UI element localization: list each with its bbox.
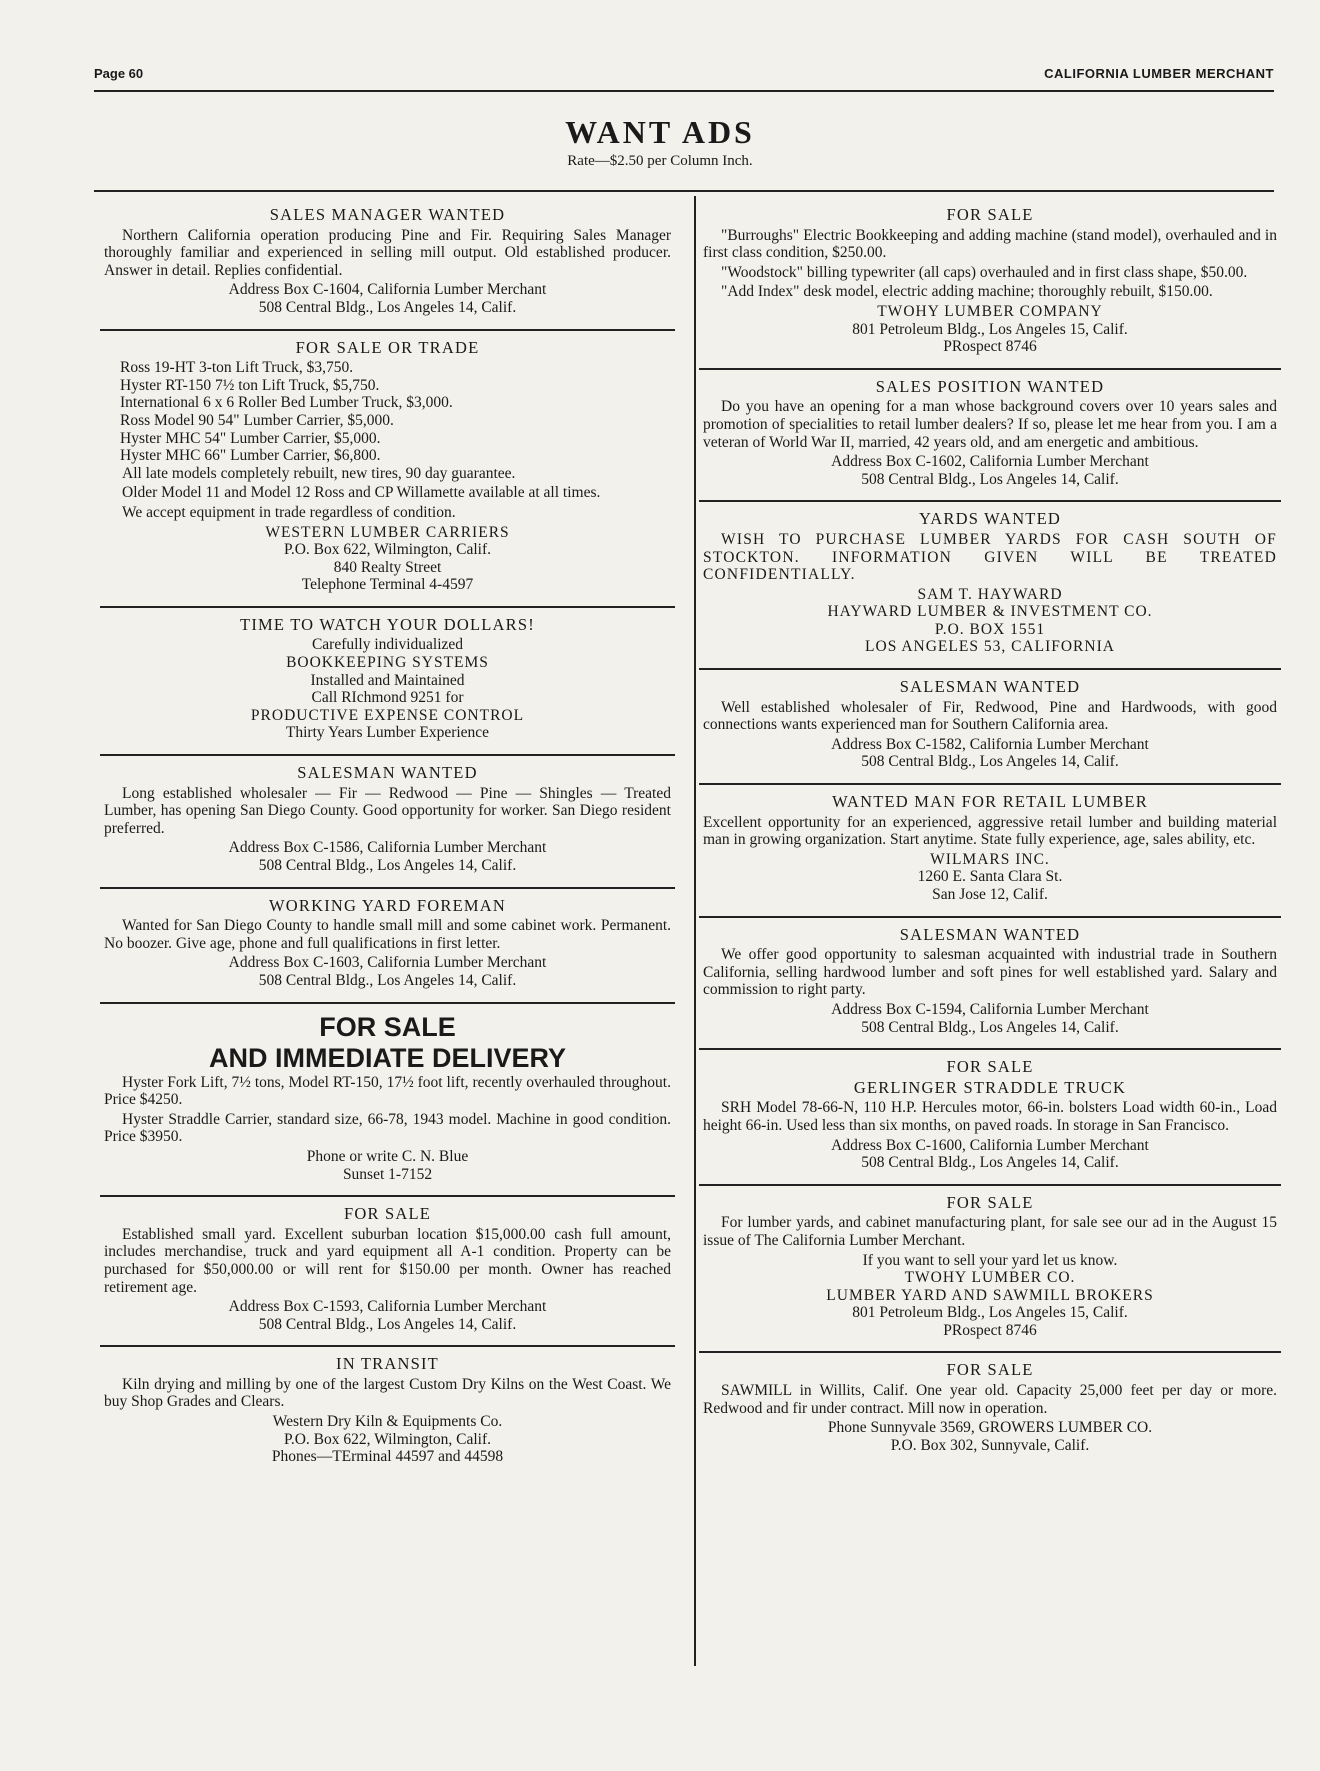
address-line: 840 Realty Street: [333, 558, 442, 576]
ad-note: If you want to sell your yard let us know.: [862, 1251, 1118, 1269]
ad-paragraph: We accept equipment in trade regardless of condition.: [122, 503, 456, 521]
address-line: Phone Sunnyvale 3569, GROWERS LUMBER CO.: [827, 1419, 1153, 1437]
column-divider: [694, 196, 696, 1666]
ad-body: Long established wholesaler — Fir — Redwood — Pine — Shingles — Treated Lumber, has opening San Diego County. Good opportunity for worker. San Diego resident preferred.: [104, 784, 671, 837]
ad-for-sale-or-trade: [100, 329, 675, 606]
ad-heading: FOR SALE: [946, 1057, 1034, 1077]
address-line: 508 Central Bldg., Los Angeles 14, Calif.: [861, 1018, 1119, 1036]
equipment-list: [104, 359, 671, 465]
ad-paragraph: "Add Index" desk model, electric adding machine; thoroughly rebuilt, $150.00.: [721, 283, 1213, 301]
ad-lines: [104, 636, 671, 742]
ad-address: [104, 524, 671, 594]
ad-wanted-man-for-retail-lumber: [699, 783, 1281, 916]
ad-time-to-watch-your-dollars: [100, 606, 675, 754]
page-header: [94, 66, 1274, 90]
page-title: WANT ADS: [565, 114, 755, 150]
ad-contact: [104, 1148, 671, 1183]
address-line: Phones—TErminal 44597 and 44598: [271, 1448, 504, 1466]
magazine-name: CALIFORNIA LUMBER MERCHANT: [1044, 66, 1274, 81]
address-line: 508 Central Bldg., Los Angeles 14, Calif.: [258, 857, 517, 874]
contact-line: Sunset 1-7152: [342, 1165, 433, 1183]
address-line: 508 Central Bldg., Los Angeles 14, Calif.: [258, 971, 517, 989]
ad-body: Kiln drying and milling by one of the largest Custom Dry Kilns on the West Coast. We buy Shop Grades and Clears.: [104, 1375, 671, 1411]
ad-heading: SALESMAN WANTED: [899, 677, 1081, 697]
address-line: Address Box C-1582, California Lumber Merchant: [831, 735, 1149, 753]
ad-for-sale-office-machines: [699, 198, 1281, 368]
header-rule: [94, 90, 1274, 92]
address-line: P.O. Box 622, Wilmington, Calif.: [283, 541, 492, 559]
ad-body: Established small yard. Excellent suburban location $15,000.00 cash full amount, includes merchandise, truck and yard equipment all A-1 condition. Property can be purchased for $50,000.00 or will rent for $150.00 per month. Owner has reached retirement age.: [104, 1225, 671, 1296]
address-line: Address Box C-1586, California Lumber Merchant: [228, 839, 547, 857]
address-line: 508 Central Bldg., Los Angeles 14, Calif.: [258, 298, 517, 316]
ad-address: [703, 1252, 1277, 1340]
company-name: WILMARS INC.: [930, 850, 1050, 868]
ad-heading: SALESMAN WANTED: [899, 924, 1081, 944]
list-item: Hyster RT-150 7½ ton Lift Truck, $5,750.: [120, 376, 380, 394]
address-line: P.O. Box 302, Sunnyvale, Calif.: [890, 1436, 1090, 1454]
ad-heading-large: AND IMMEDIATE DELIVERY: [208, 1042, 566, 1073]
ad-salesman-wanted-san-diego: [100, 754, 675, 887]
ad-subheading: GERLINGER STRADDLE TRUCK: [853, 1077, 1127, 1097]
left-column: [100, 198, 675, 1478]
ad-address: [104, 1298, 671, 1333]
ad-for-sale-small-yard: [100, 1195, 675, 1345]
address-line: PRospect 8746: [943, 1321, 1037, 1339]
ad-line: Call RIchmond 9251 for: [311, 689, 464, 707]
address-line: 508 Central Bldg., Los Angeles 14, Calif.: [861, 1154, 1119, 1172]
address-line: PRospect 8746: [943, 338, 1037, 356]
ad-address: [104, 1413, 671, 1466]
ad-paragraph: "Woodstock" billing typewriter (all caps) overhauled and in first class shape, $50.00.: [721, 263, 1248, 281]
ad-body: SRH Model 78-66-N, 110 H.P. Hercules motor, 66-in. bolsters Load width 60-in., Load height 66-in. Used less than six months, on paved roads. In storage in San Francisco.: [703, 1099, 1277, 1134]
address-line: 508 Central Bldg., Los Angeles 14, Calif.: [861, 470, 1119, 488]
ad-address: [104, 954, 671, 989]
ad-for-sale-straddle-truck: [699, 1048, 1281, 1184]
ad-heading: SALESMAN WANTED: [297, 763, 478, 783]
ad-heading: WORKING YARD FOREMAN: [269, 895, 506, 915]
address-line: 508 Central Bldg., Los Angeles 14, Calif.: [258, 1315, 517, 1333]
ad-heading: YARDS WANTED: [919, 509, 1061, 529]
ad-address: [104, 839, 671, 874]
address-line: 801 Petroleum Bldg., Los Angeles 15, Calif.: [852, 320, 1128, 338]
company-name: TWOHY LUMBER COMPANY: [877, 302, 1103, 320]
ad-heading: IN TRANSIT: [336, 1354, 439, 1374]
ad-line: Carefully individualized: [311, 636, 464, 654]
address-line: Address Box C-1594, California Lumber Merchant: [831, 1000, 1149, 1018]
address-line: P.O. Box 622, Wilmington, Calif.: [283, 1430, 492, 1448]
address-line: Address Box C-1604, California Lumber Merchant: [228, 281, 547, 299]
address-line: Address Box C-1593, California Lumber Merchant: [228, 1298, 547, 1316]
ad-heading: FOR SALE: [946, 205, 1034, 224]
address-line: Address Box C-1602, California Lumber Merchant: [831, 453, 1149, 471]
company-name: WESTERN LUMBER CARRIERS: [265, 523, 510, 541]
ad-line: Installed and Maintained: [310, 671, 465, 689]
ad-address: [703, 1419, 1277, 1454]
ad-line: PRODUCTIVE EXPENSE CONTROL: [250, 706, 525, 724]
ad-salesman-wanted-industrial: [699, 916, 1281, 1049]
ad-paragraph: Hyster Straddle Carrier, standard size, 66-78, 1943 model. Machine in good condition. Price $3950.: [104, 1110, 671, 1146]
list-item: Ross Model 90 54" Lumber Carrier, $5,000.: [120, 411, 394, 429]
ad-heading: WANTED MAN FOR RETAIL LUMBER: [832, 792, 1148, 812]
ad-heading: TIME TO WATCH YOUR DOLLARS!: [240, 614, 535, 634]
ad-body: Wanted for San Diego County to handle small mill and some cabinet work. Permanent. No boozer. Give age, phone and full qualifications in first letter.: [104, 917, 671, 952]
ad-heading-large: FOR SALE: [319, 1011, 456, 1042]
ad-body: Northern California operation producing Pine and Fir. Requiring Sales Manager thoroughly familiar and experienced in selling mill output. Old established producer. Answer in detail. Replies confidential.: [104, 226, 671, 279]
ad-paragraph: Hyster Fork Lift, 7½ tons, Model RT-150, 17½ foot lift, recently overhauled throughout. Price $4250.: [104, 1073, 671, 1109]
page-number: Page 60: [94, 66, 144, 81]
address-line: 508 Central Bldg., Los Angeles 14, Calif.: [861, 753, 1119, 771]
ad-address: [703, 586, 1277, 656]
list-item: Hyster MHC 54" Lumber Carrier, $5,000.: [120, 429, 381, 447]
ad-address: [703, 851, 1277, 904]
ad-address: [104, 281, 671, 316]
rate-line: Rate—$2.50 per Column Inch.: [567, 153, 753, 169]
address-line: 801 Petroleum Bldg., Los Angeles 15, Calif.: [852, 1304, 1128, 1322]
title-rule: [94, 190, 1274, 192]
ad-heading: SALES MANAGER WANTED: [269, 205, 506, 224]
address-line: Address Box C-1603, California Lumber Merchant: [228, 954, 547, 972]
ad-working-yard-foreman: [100, 887, 675, 1002]
ad-body: For lumber yards, and cabinet manufacturing plant, for sale see our ad in the August 15 issue of The California Lumber Merchant.: [703, 1214, 1277, 1249]
ad-for-sale-immediate-delivery: [100, 1002, 675, 1196]
ad-body: Excellent opportunity for an experienced, aggressive retail lumber and building material man in growing organization. Start anytime. State fully experience, age, sales ability, etc.: [703, 813, 1277, 849]
ad-paragraph: "Burroughs" Electric Bookkeeping and adding machine (stand model), overhauled and in first class condition, $250.00.: [703, 226, 1277, 262]
ad-heading: FOR SALE: [946, 1192, 1034, 1212]
address-line: P.O. BOX 1551: [934, 620, 1046, 638]
address-line: Western Dry Kiln & Equipments Co.: [272, 1413, 503, 1431]
address-line: SAM T. HAYWARD: [917, 585, 1063, 603]
ad-address: [703, 453, 1277, 488]
ad-address: [703, 1137, 1277, 1172]
ad-heading: FOR SALE: [343, 1204, 432, 1224]
ad-address: [703, 303, 1277, 356]
ad-body: We offer good opportunity to salesman acquainted with industrial trade in Southern California, selling hardwood lumber and soft pines for well established yard. Salary and commission to right party.: [703, 946, 1277, 999]
ad-sales-manager-wanted: [100, 198, 675, 329]
list-item: Hyster MHC 66" Lumber Carrier, $6,800.: [120, 447, 381, 465]
address-line: Telephone Terminal 4-4597: [301, 576, 474, 594]
list-item: International 6 x 6 Roller Bed Lumber Truck, $3,000.: [120, 394, 453, 412]
list-item: Ross 19-HT 3-ton Lift Truck, $3,750.: [120, 359, 354, 377]
ad-in-transit: [100, 1345, 675, 1478]
ad-salesman-wanted-hardwoods: [699, 668, 1281, 783]
ad-for-sale-lumber-yards: [699, 1184, 1281, 1352]
ad-line: BOOKKEEPING SYSTEMS: [286, 654, 489, 672]
company-tagline: LUMBER YARD AND SAWMILL BROKERS: [826, 1286, 1154, 1304]
ad-body: Do you have an opening for a man whose background covers over 10 years sales and promotion of specialities to retail lumber dealers? If so, please let me hear from you. I am a veteran of World War II, married, 42 years old, and am energetic and ambitious.: [703, 398, 1277, 451]
ad-sales-position-wanted: [699, 368, 1281, 501]
address-line: LOS ANGELES 53, CALIFORNIA: [865, 638, 1115, 656]
ad-paragraph: Older Model 11 and Model 12 Ross and CP Willamette available at all times.: [122, 484, 601, 502]
company-name: TWOHY LUMBER CO.: [904, 1269, 1076, 1287]
ad-heading: FOR SALE: [946, 1360, 1034, 1380]
address-line: San Jose 12, Calif.: [932, 886, 1048, 903]
ad-body: WISH TO PURCHASE LUMBER YARDS FOR CASH SOUTH OF STOCKTON. INFORMATION GIVEN WILL BE TREATED CONFIDENTIALLY.: [703, 530, 1277, 584]
ad-for-sale-sawmill: [699, 1351, 1281, 1466]
ad-heading: SALES POSITION WANTED: [875, 376, 1105, 396]
ad-paragraph: All late models completely rebuilt, new tires, 90 day guarantee.: [122, 464, 516, 482]
ad-line: Thirty Years Lumber Experience: [285, 724, 490, 742]
ad-address: [703, 1001, 1277, 1036]
right-column: [699, 198, 1281, 1466]
ad-body: Well established wholesaler of Fir, Redwood, Pine and Hardwoods, with good connections wants experienced man for Southern California area.: [703, 698, 1277, 734]
address-line: Address Box C-1600, California Lumber Merchant: [831, 1136, 1149, 1154]
contact-line: Phone or write C. N. Blue: [306, 1147, 469, 1165]
ad-yards-wanted: [699, 500, 1281, 668]
address-line: HAYWARD LUMBER & INVESTMENT CO.: [827, 603, 1153, 621]
ad-body: SAWMILL in Willits, Calif. One year old. Capacity 25,000 feet per day or more. Redwood and fir under contract. Mill now in operation.: [703, 1382, 1277, 1417]
ad-heading: FOR SALE OR TRADE: [295, 337, 480, 357]
address-line: 1260 E. Santa Clara St.: [917, 868, 1063, 886]
ad-address: [703, 736, 1277, 771]
